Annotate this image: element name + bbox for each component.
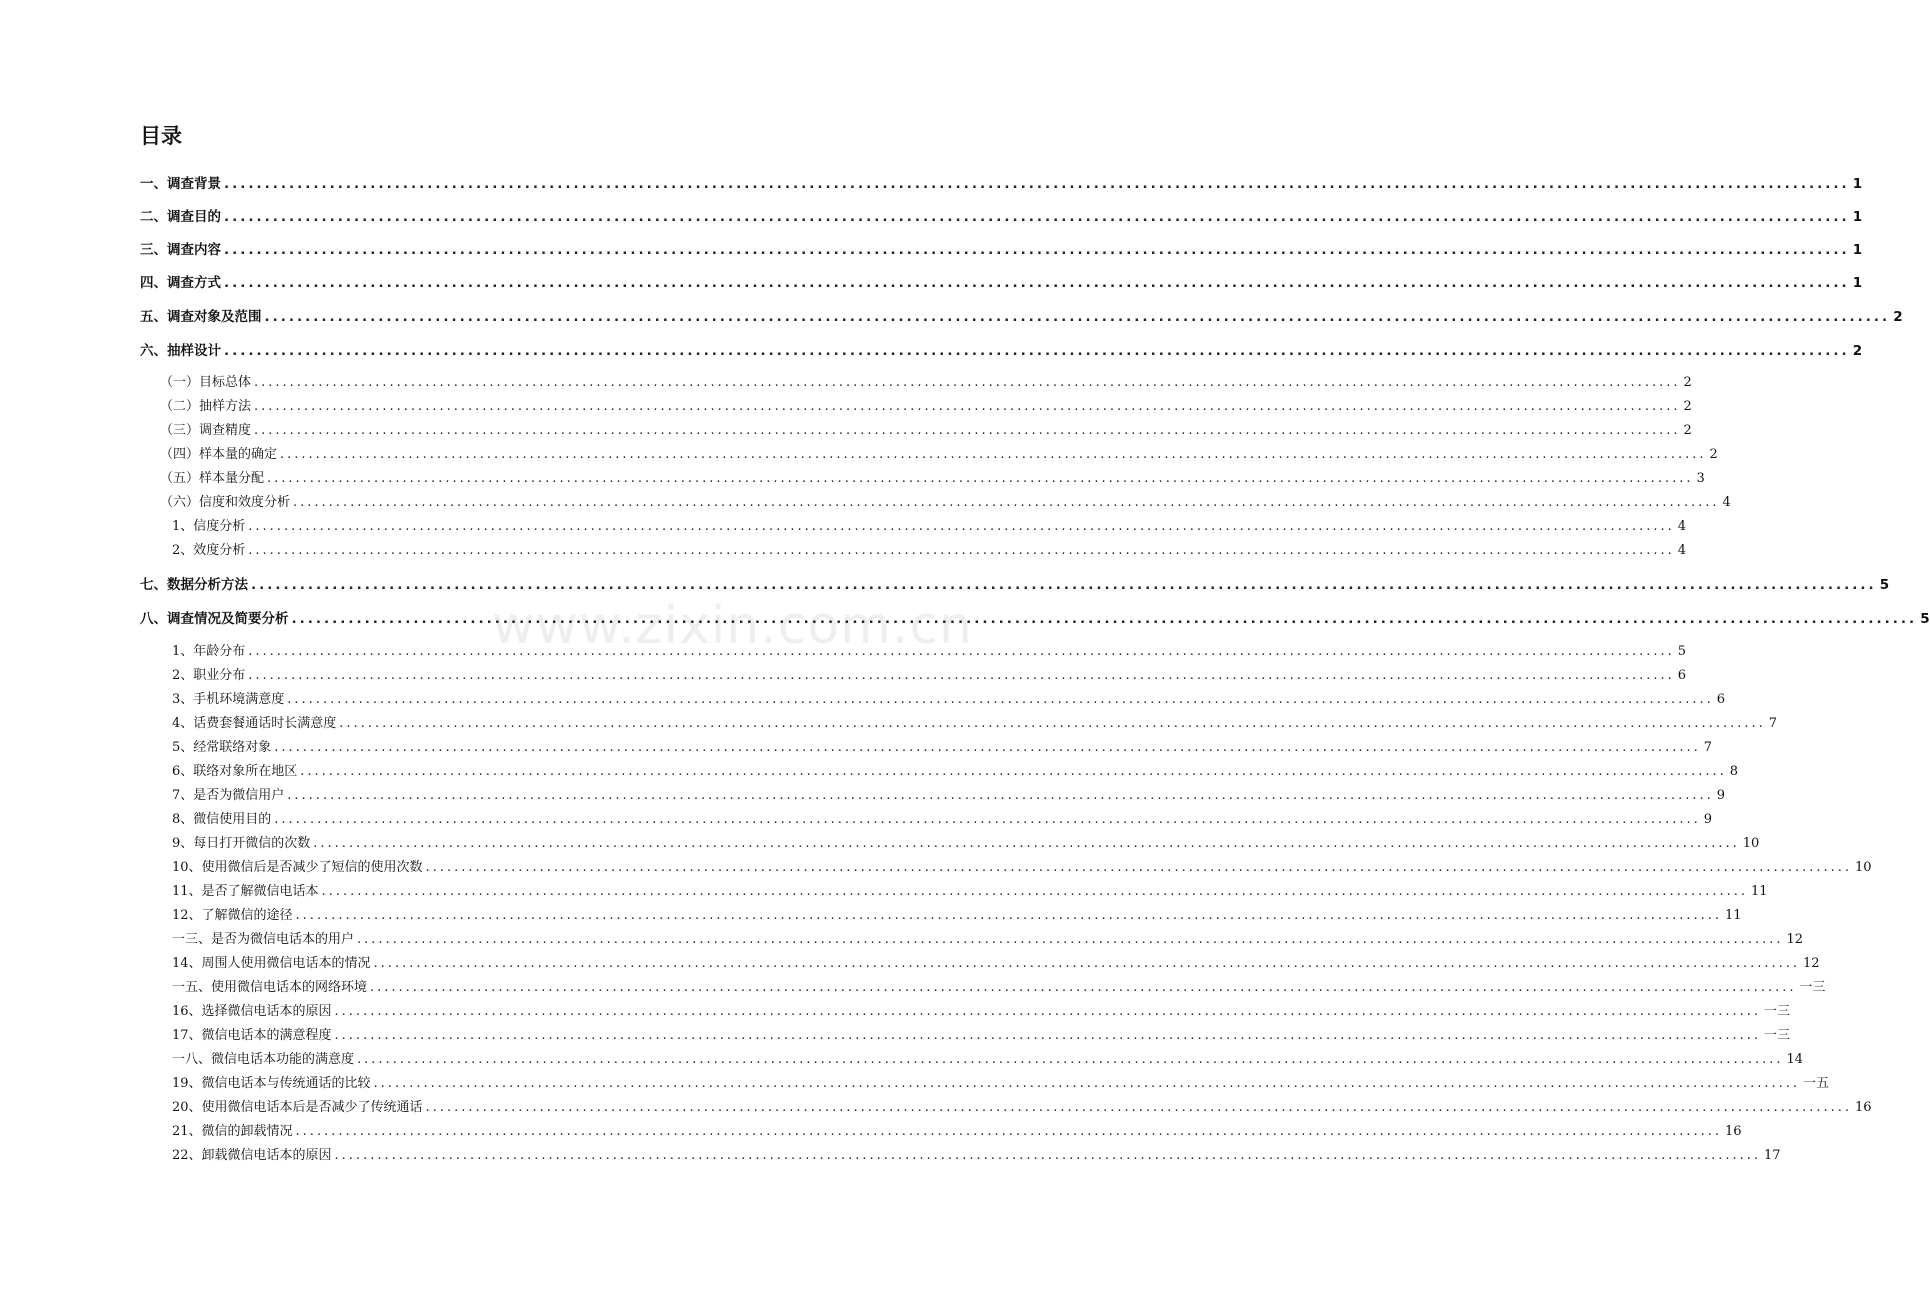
toc-entry-page: 2 [1893, 309, 1903, 325]
toc-entry-page: 7 [1768, 716, 1778, 731]
toc-leader-dots: ........................................................................................................................................................................................................ [425, 860, 1853, 875]
toc-entry[interactable] [172, 516, 1687, 538]
toc-entry[interactable] [172, 1025, 1791, 1047]
toc-entry-label: 8、微信使用目的 [172, 812, 272, 827]
toc-entry-page: 6 [1677, 668, 1687, 683]
toc-entry-label: 9、每日打开微信的次数 [172, 836, 311, 851]
toc-entry[interactable] [172, 761, 1739, 783]
toc-entry-page: 1 [1852, 209, 1863, 225]
toc-leader-dots: ........................................................................................................................................................................................................ [287, 692, 1714, 707]
toc-leader-dots: ........................................................................................................................................................................................................ [334, 1148, 1762, 1163]
toc-leader-dots: ........................................................................................................................................................................................................ [224, 242, 1850, 258]
toc-entry-page: 5 [1920, 611, 1930, 627]
toc-leader-dots: ........................................................................................................................................................................................................ [248, 519, 1675, 534]
toc-leader-dots: ........................................................................................................................................................................................................ [251, 577, 1877, 593]
toc-entry-page: 12 [1786, 932, 1804, 947]
toc-entry-page: 4 [1677, 519, 1687, 534]
toc-leader-dots: ........................................................................................................................................................................................................ [370, 980, 1797, 995]
toc-entry-page: 2 [1709, 447, 1718, 462]
toc-entry-label: 一五、使用微信电话本的网络环境 [172, 980, 368, 995]
watermark: www.zixin.com.cn [492, 596, 973, 656]
toc-entry-label: 4、话费套餐通话时长满意度 [172, 716, 337, 731]
toc-entry-label: （六）信度和效度分析 [160, 495, 291, 510]
toc-leader-dots: ........................................................................................................................................................................................................ [295, 908, 1723, 923]
toc-entry-page: 5 [1677, 644, 1687, 659]
toc-entry-page: 17 [1764, 1148, 1781, 1163]
page-title: 目录 [140, 124, 182, 148]
toc-entry-label: 1、信度分析 [172, 519, 246, 534]
toc-entry-label: 一三、是否为微信电话本的用户 [172, 932, 355, 947]
toc-entry-page: 16 [1855, 1100, 1872, 1115]
toc-entry-label: 11、是否了解微信电话本 [172, 884, 319, 899]
toc-entry[interactable] [172, 953, 1820, 975]
toc-leader-dots: ........................................................................................................................................................................................................ [300, 764, 1727, 779]
toc-leader-dots: ........................................................................................................................................................................................................ [224, 343, 1850, 359]
toc-entry[interactable] [172, 809, 1713, 831]
toc-entry-label: 二、调查目的 [140, 209, 221, 225]
toc-entry-label: 14、周围人使用微信电话本的情况 [172, 956, 371, 971]
toc-entry-label: （四）样本量的确定 [160, 447, 278, 462]
toc-leader-dots: ........................................................................................................................................................................................................ [254, 375, 1681, 390]
toc-entry-label: 2、效度分析 [172, 543, 246, 558]
toc-entry-label: 七、数据分析方法 [140, 577, 248, 593]
toc-leader-dots: ........................................................................................................................................................................................................ [274, 740, 1701, 755]
toc-entry-page: 5 [1879, 577, 1890, 593]
toc-entry-label: 10、使用微信后是否减少了短信的使用次数 [172, 860, 423, 875]
toc-entry-label: 17、微信电话本的满意程度 [172, 1028, 332, 1043]
toc-leader-dots: ........................................................................................................................................................................................................ [313, 836, 1740, 851]
toc-leader-dots: ........................................................................................................................................................................................................ [254, 423, 1681, 438]
toc-entry-page: 2 [1852, 343, 1863, 359]
toc-leader-dots: ........................................................................................................................................................................................................ [287, 788, 1714, 803]
toc-leader-dots: ........................................................................................................................................................................................................ [248, 644, 1675, 659]
toc-entry-page: 14 [1786, 1052, 1804, 1067]
toc-entry-page: 8 [1729, 764, 1739, 779]
toc-entry-label: （五）样本量分配 [160, 471, 265, 486]
toc-entry[interactable] [172, 1097, 1872, 1119]
toc-entry[interactable] [172, 1001, 1791, 1023]
toc-entry-page: 7 [1703, 740, 1713, 755]
toc-entry[interactable] [160, 420, 1692, 442]
toc-entry-label: 19、微信电话本与传统通话的比较 [172, 1076, 371, 1091]
toc-entry[interactable] [172, 689, 1726, 711]
toc-entry-page: 一五 [1803, 1076, 1830, 1091]
toc-entry-page: 1 [1852, 275, 1863, 291]
toc-entry[interactable] [140, 206, 1863, 228]
toc-entry-page: 11 [1751, 884, 1768, 899]
toc-entry-page: 2 [1683, 375, 1692, 390]
toc-entry-label: 7、是否为微信用户 [172, 788, 285, 803]
toc-entry-page: 4 [1722, 495, 1731, 510]
toc-entry-page: 10 [1742, 836, 1760, 851]
toc-leader-dots: ........................................................................................................................................................................................................ [321, 884, 1749, 899]
toc-entry-label: 16、选择微信电话本的原因 [172, 1004, 332, 1019]
toc-leader-dots: ........................................................................................................................................................................................................ [224, 275, 1850, 291]
toc-entry-label: 一八、微信电话本功能的满意度 [172, 1052, 355, 1067]
toc-leader-dots: ........................................................................................................................................................................................................ [334, 1028, 1762, 1043]
toc-leader-dots: ........................................................................................................................................................................................................ [293, 495, 1720, 510]
toc-entry[interactable] [172, 929, 1804, 951]
toc-entry-label: 1、年龄分布 [172, 644, 246, 659]
toc-entry[interactable] [172, 713, 1778, 735]
toc-entry[interactable] [140, 340, 1863, 362]
toc-entry[interactable] [172, 833, 1760, 855]
toc-entry[interactable] [140, 239, 1863, 261]
toc-entry[interactable] [172, 857, 1872, 879]
toc-leader-dots: ........................................................................................................................................................................................................ [264, 309, 1891, 325]
toc-leader-dots: ........................................................................................................................................................................................................ [224, 209, 1850, 225]
toc-entry-label: （二）抽样方法 [160, 399, 252, 414]
toc-entry[interactable] [160, 492, 1731, 514]
toc-entry-page: 4 [1677, 543, 1687, 558]
toc-entry[interactable] [160, 396, 1692, 418]
toc-entry[interactable] [172, 881, 1768, 903]
toc-entry-page: 2 [1683, 423, 1692, 438]
toc-entry[interactable] [160, 372, 1692, 394]
toc-entry-label: 五、调查对象及范围 [140, 309, 262, 325]
toc-entry-page: 12 [1803, 956, 1820, 971]
toc-entry[interactable] [172, 1145, 1781, 1167]
toc-entry-label: 6、联络对象所在地区 [172, 764, 298, 779]
toc-entry[interactable] [140, 306, 1903, 328]
toc-entry[interactable] [140, 574, 1890, 596]
toc-entry[interactable] [172, 785, 1726, 807]
toc-entry-page: 11 [1725, 908, 1742, 923]
toc-entry-page: 10 [1855, 860, 1872, 875]
toc-entry-page: 3 [1696, 471, 1705, 486]
toc-entry-page: 一三 [1764, 1028, 1791, 1043]
toc-entry[interactable] [172, 905, 1742, 927]
toc-entry-label: 22、卸载微信电话本的原因 [172, 1148, 332, 1163]
toc-entry[interactable] [172, 977, 1826, 999]
toc-entry[interactable] [160, 444, 1718, 466]
toc-entry-label: 21、微信的卸载情况 [172, 1124, 293, 1139]
toc-leader-dots: ........................................................................................................................................................................................................ [224, 176, 1850, 192]
toc-entry[interactable] [140, 608, 1930, 630]
toc-entry[interactable] [172, 1121, 1742, 1143]
toc-leader-dots: ........................................................................................................................................................................................................ [267, 471, 1694, 486]
toc-entry-page: 一三 [1764, 1004, 1791, 1019]
toc-leader-dots: ........................................................................................................................................................................................................ [280, 447, 1707, 462]
toc-leader-dots: ........................................................................................................................................................................................................ [291, 611, 1918, 627]
toc-leader-dots: ........................................................................................................................................................................................................ [339, 716, 1766, 731]
toc-entry[interactable] [172, 665, 1687, 687]
toc-leader-dots: ........................................................................................................................................................................................................ [425, 1100, 1853, 1115]
toc-entry[interactable] [172, 1073, 1830, 1095]
toc-entry[interactable] [172, 641, 1687, 663]
toc-entry-label: 六、抽样设计 [140, 343, 221, 359]
toc-entry-label: 一、调查背景 [140, 176, 221, 192]
toc-entry-page: 16 [1725, 1124, 1742, 1139]
toc-leader-dots: ........................................................................................................................................................................................................ [254, 399, 1681, 414]
toc-leader-dots: ........................................................................................................................................................................................................ [274, 812, 1701, 827]
toc-entry-page: 1 [1852, 176, 1863, 192]
toc-leader-dots: ........................................................................................................................................................................................................ [248, 543, 1675, 558]
toc-leader-dots: ........................................................................................................................................................................................................ [295, 1124, 1723, 1139]
toc-leader-dots: ........................................................................................................................................................................................................ [357, 932, 1784, 947]
toc-entry-page: 6 [1716, 692, 1726, 707]
toc-entry-label: 八、调查情况及简要分析 [140, 611, 289, 627]
toc-leader-dots: ........................................................................................................................................................................................................ [373, 956, 1801, 971]
toc-entry[interactable] [160, 468, 1705, 490]
toc-entry[interactable] [172, 540, 1687, 562]
toc-entry[interactable] [140, 173, 1863, 195]
toc-entry[interactable] [172, 1049, 1804, 1071]
toc-leader-dots: ........................................................................................................................................................................................................ [373, 1076, 1801, 1091]
toc-entry-label: （一）目标总体 [160, 375, 252, 390]
toc-entry-label: 20、使用微信电话本后是否减少了传统通话 [172, 1100, 423, 1115]
toc-entry-page: 一三 [1799, 980, 1826, 995]
toc-entry-page: 2 [1683, 399, 1692, 414]
toc-leader-dots: ........................................................................................................................................................................................................ [248, 668, 1675, 683]
toc-entry-page: 9 [1716, 788, 1726, 803]
toc-entry-label: 2、职业分布 [172, 668, 246, 683]
toc-leader-dots: ........................................................................................................................................................................................................ [357, 1052, 1784, 1067]
toc-leader-dots: ........................................................................................................................................................................................................ [334, 1004, 1762, 1019]
toc-entry-label: （三）调查精度 [160, 423, 252, 438]
toc-entry-page: 1 [1852, 242, 1863, 258]
toc-entry-label: 5、经常联络对象 [172, 740, 272, 755]
toc-entry-label: 12、了解微信的途径 [172, 908, 293, 923]
toc-entry-label: 四、调查方式 [140, 275, 221, 291]
toc-entry-label: 三、调查内容 [140, 242, 221, 258]
toc-entry-page: 9 [1703, 812, 1713, 827]
toc-entry[interactable] [140, 272, 1863, 294]
toc-entry-label: 3、手机环境满意度 [172, 692, 285, 707]
toc-entry[interactable] [172, 737, 1713, 759]
